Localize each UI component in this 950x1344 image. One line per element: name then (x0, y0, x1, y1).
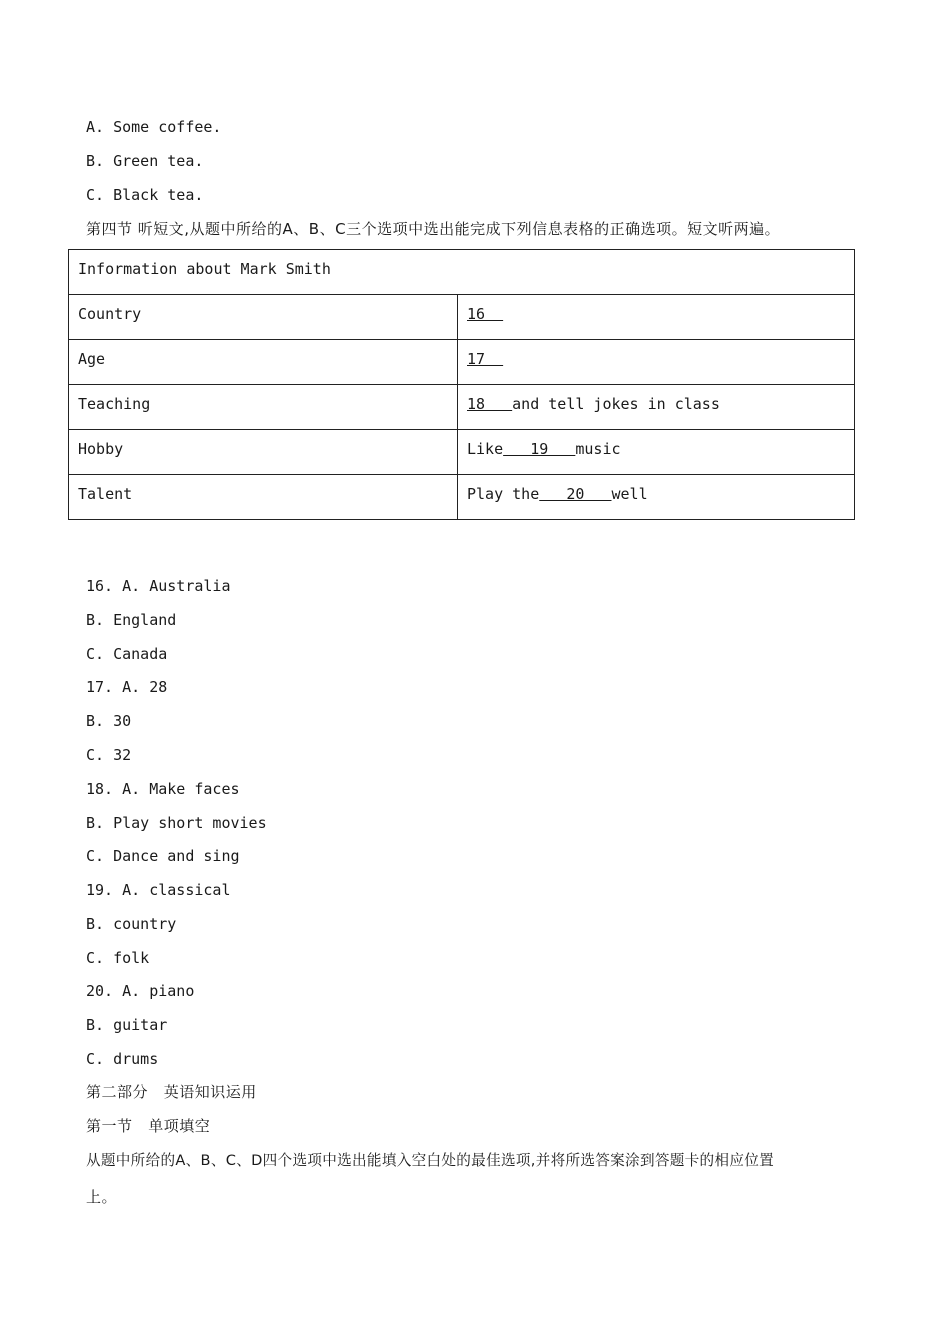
blank-18: 18 (467, 395, 513, 413)
row-value: 18 and tell jokes in class (458, 385, 855, 430)
blank-20: 20 (539, 485, 612, 503)
table-title-row (69, 250, 855, 295)
question-16-c: C. Canada (86, 645, 168, 663)
question-20-b: B. guitar (86, 1016, 168, 1034)
table-row (69, 295, 855, 340)
table-title: Information about Mark Smith (69, 250, 855, 295)
row-label: Talent (69, 475, 458, 520)
table-row (69, 385, 855, 430)
table-row (69, 430, 855, 475)
row-label: Hobby (69, 430, 458, 475)
row-value: Like 19 music (458, 430, 855, 475)
blank-16: 16 (467, 305, 504, 323)
info-table (68, 249, 855, 520)
question-19-a: 19. A. classical (86, 881, 231, 899)
row-label: Age (69, 340, 458, 385)
part2-section1: 第一节 单项填空 (86, 1117, 211, 1135)
row-label: Country (69, 295, 458, 340)
row-value (458, 340, 855, 385)
question-20-a: 20. A. piano (86, 982, 195, 1000)
question-16-b: B. England (86, 611, 177, 629)
row-label: Teaching (69, 385, 458, 430)
question-19-b: B. country (86, 915, 177, 933)
part2-instruction: 从题中所给的A、B、C、D四个选项中选出能填入空白处的最佳选项,并将所选答案涂到答题卡的相应位置 (86, 1152, 774, 1169)
question-18-c: C. Dance and sing (86, 847, 240, 865)
row-value: Play the 20 well (458, 475, 855, 520)
question-17-a: 17. A. 28 (86, 678, 168, 696)
part2-title: 第二部分 英语知识运用 (86, 1083, 257, 1101)
part2-instruction-cont: 上。 (86, 1188, 118, 1206)
question-18-b: B. Play short movies (86, 814, 267, 832)
question-20-c: C. drums (86, 1050, 159, 1068)
question-17-b: B. 30 (86, 712, 132, 730)
question-17-c: C. 32 (86, 746, 132, 764)
blank-17: 17 (467, 350, 504, 368)
question-18-a: 18. A. Make faces (86, 780, 240, 798)
row-value (458, 295, 855, 340)
section4-instruction: 第四节 听短文,从题中所给的A、B、C三个选项中选出能完成下列信息表格的正确选项。短文听两遍。 (86, 220, 781, 238)
question-19-c: C. folk (86, 949, 150, 967)
table-row (69, 475, 855, 520)
table-row (69, 340, 855, 385)
prev-option-c: C. Black tea. (86, 186, 204, 204)
prev-option-a: A. Some coffee. (86, 118, 222, 136)
blank-19: 19 (503, 440, 576, 458)
question-16-a: 16. A. Australia (86, 577, 231, 595)
prev-option-b: B. Green tea. (86, 152, 204, 170)
